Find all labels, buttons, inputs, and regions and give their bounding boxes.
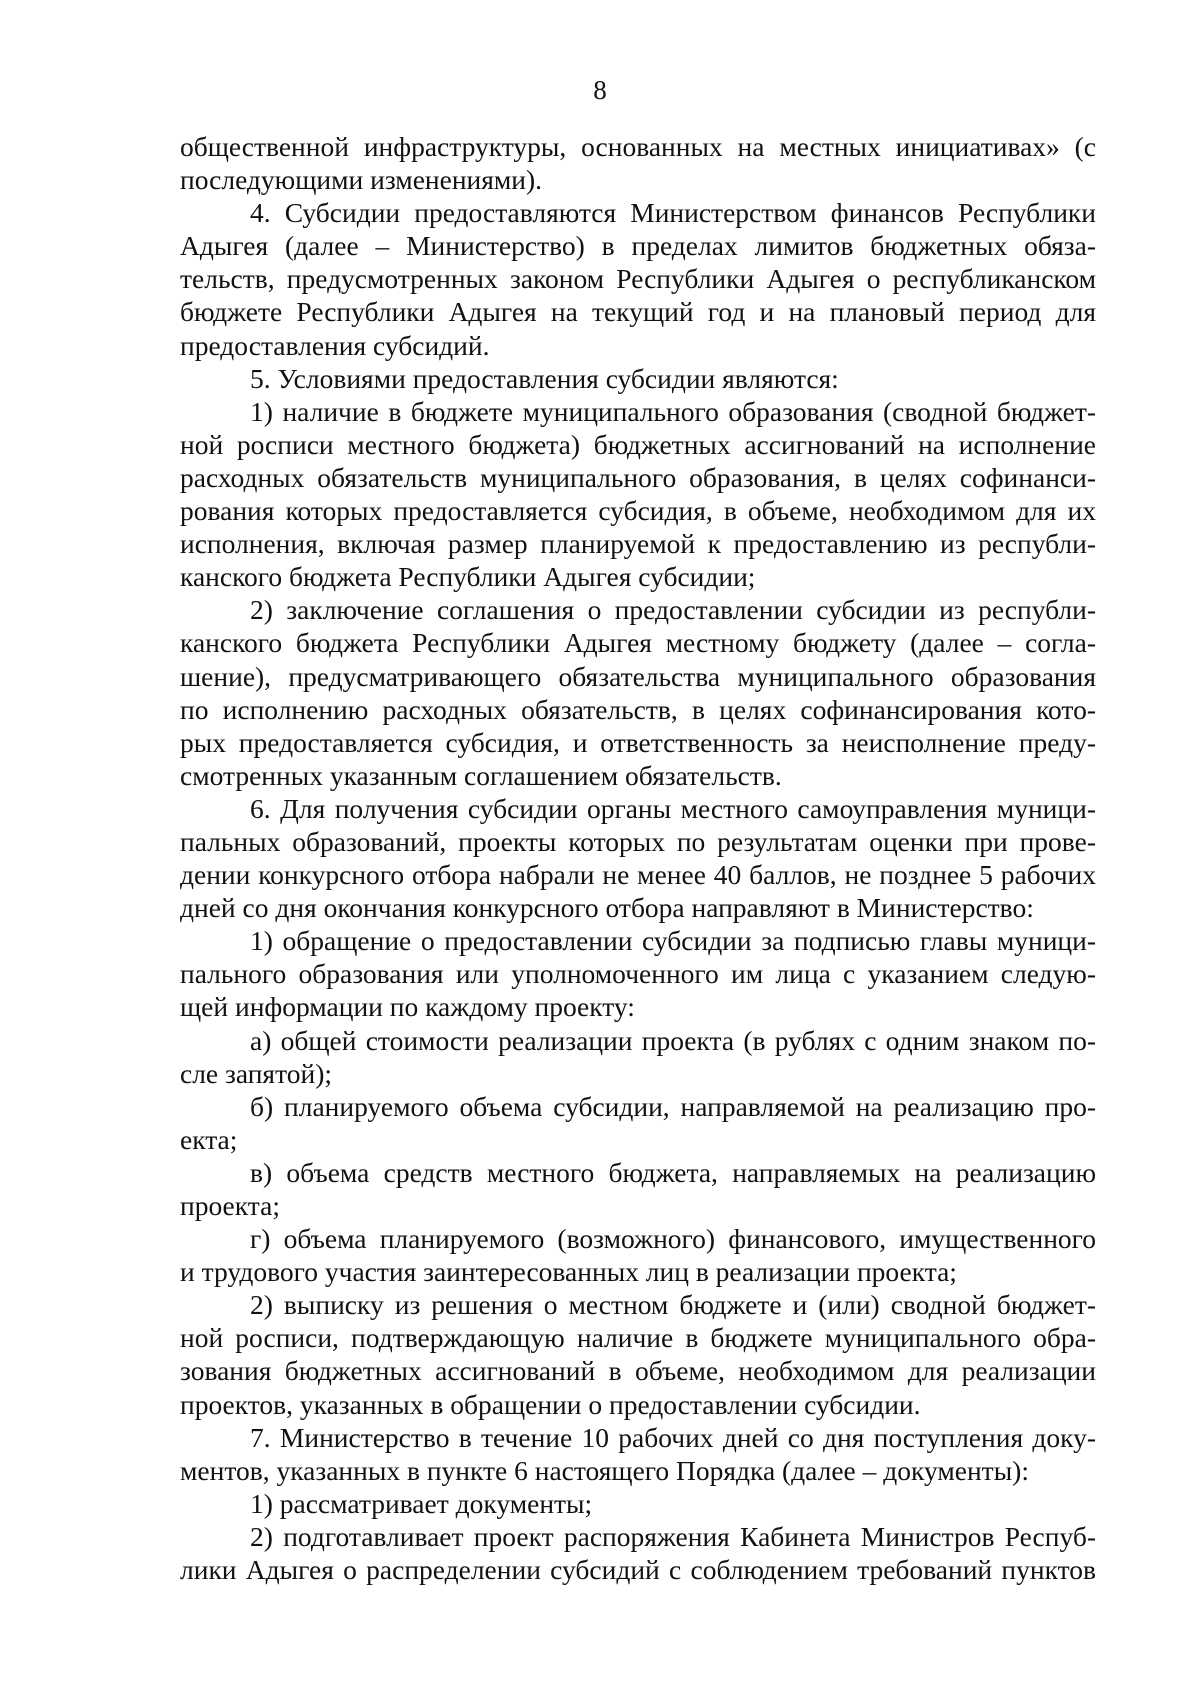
- text-line: 1) наличие в бюджете муниципального образования (сводной бюджет-: [250, 395, 1096, 427]
- text-line: 2) выписку из решения о местном бюджете и (или) сводной бюджет-: [250, 1289, 1096, 1321]
- text-line: шение), предусматривающего обязательства муниципального образования: [180, 660, 1096, 692]
- text-line: Адыгея (далее – Министерство) в пределах лимитов бюджетных обяза-: [180, 230, 1096, 262]
- text-line: зования бюджетных ассигнований в объеме, необходимом для реализации: [180, 1355, 1096, 1387]
- text-line: г) объема планируемого (возможного) финансового, имущественного: [250, 1223, 1096, 1255]
- text-line: пальных образований, проекты которых по результатам оценки при прове-: [180, 825, 1096, 857]
- text-line: б) планируемого объема субсидии, направляемой на реализацию про-: [250, 1090, 1096, 1122]
- text-line: рых предоставляется субсидия, и ответственность за неисполнение преду-: [180, 726, 1096, 758]
- text-line: в) объема средств местного бюджета, направляемых на реализацию: [250, 1156, 1096, 1188]
- text-line: расходных обязательств муниципального образования, в целях софинанси-: [180, 461, 1096, 493]
- text-line: общественной инфраструктуры, основанных на местных инициативах» (с: [180, 131, 1096, 162]
- text-line: екта;: [180, 1123, 238, 1155]
- text-line: сле запятой);: [180, 1057, 333, 1089]
- text-line: 7. Министерство в течение 10 рабочих дней со дня поступления доку-: [250, 1421, 1096, 1453]
- document-body: [180, 130, 1096, 1586]
- text-line: 5. Условиями предоставления субсидии являются:: [250, 362, 839, 394]
- text-line: 2) подготавливает проект распоряжения Кабинета Министров Респуб-: [250, 1520, 1096, 1552]
- text-line: проекта;: [180, 1190, 280, 1221]
- text-line: смотренных указанным соглашением обязательств.: [180, 759, 782, 791]
- text-line: 1) рассматривает документы;: [250, 1487, 593, 1519]
- text-line: канского бюджета Республики Адыгея местному бюджету (далее – согла-: [180, 627, 1096, 659]
- text-line: 1) обращение о предоставлении субсидии за подписью главы муници-: [250, 925, 1096, 957]
- text-line: последующими изменениями).: [180, 164, 543, 196]
- text-line: тельств, предусмотренных законом Республики Адыгея о республиканском: [180, 263, 1096, 295]
- text-line: и трудового участия заинтересованных лиц в реализации проекта;: [180, 1256, 957, 1288]
- text-line: дней со дня окончания конкурсного отбора направляют в Министерство:: [180, 892, 1034, 924]
- text-line: ной росписи местного бюджета) бюджетных ассигнований на исполнение: [180, 428, 1096, 460]
- text-line: рования которых предоставляется субсидия, в объеме, необходимом для их: [180, 495, 1096, 527]
- text-line: а) общей стоимости реализации проекта (в рублях с одним знаком по-: [250, 1024, 1096, 1056]
- text-line: ной росписи, подтверждающую наличие в бюджете муниципального обра-: [180, 1322, 1096, 1354]
- text-line: канского бюджета Республики Адыгея субсидии;: [180, 561, 756, 593]
- text-line: щей информации по каждому проекту:: [180, 991, 635, 1023]
- text-line: пального образования или уполномоченного им лица с указанием следую-: [180, 958, 1096, 990]
- page-number: 8: [593, 75, 607, 105]
- text-line: предоставления субсидий.: [180, 329, 490, 361]
- text-line: 2) заключение соглашения о предоставлении субсидии из республи-: [250, 594, 1096, 626]
- text-line: проектов, указанных в обращении о предоставлении субсидии.: [180, 1388, 921, 1420]
- text-line: 6. Для получения субсидии органы местного самоуправления муници-: [250, 792, 1096, 824]
- text-line: по исполнению расходных обязательств, в целях софинансирования кото-: [180, 693, 1096, 725]
- text-line: бюджете Республики Адыгея на текущий год и на плановый период для: [180, 296, 1096, 328]
- text-line: исполнения, включая размер планируемой к предоставлению из республи-: [180, 528, 1096, 560]
- text-line: лики Адыгея о распределении субсидий с соблюдением требований пунктов: [180, 1554, 1096, 1586]
- text-line: 4. Субсидии предоставляются Министерством финансов Республики: [250, 197, 1096, 229]
- text-line: ментов, указанных в пункте 6 настоящего Порядка (далее – документы):: [180, 1454, 1029, 1486]
- text-line: дении конкурсного отбора набрали не менее 40 баллов, не позднее 5 рабочих: [180, 859, 1096, 891]
